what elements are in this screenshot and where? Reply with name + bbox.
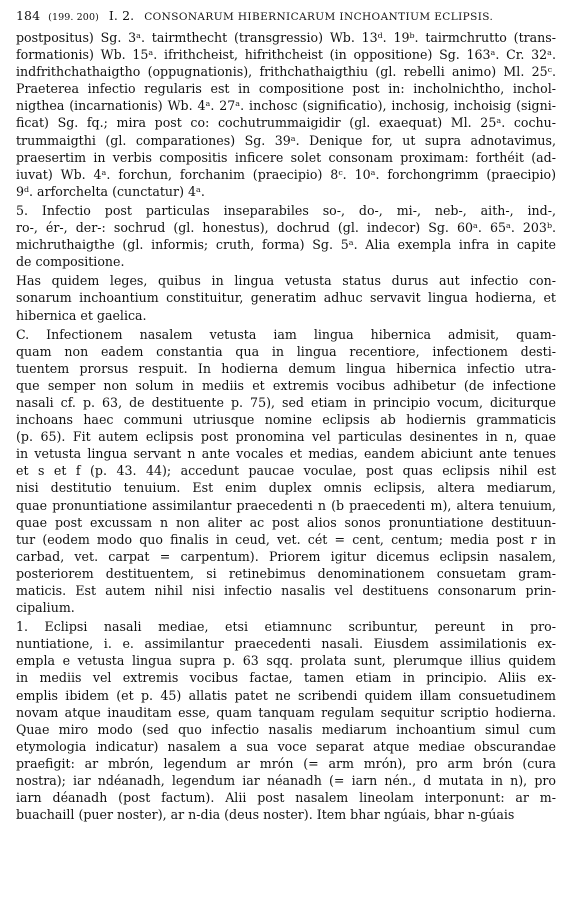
text-line: tur (eodem modo quo finalis in ceud, vet. cét = cent, centum; media post r in (16, 531, 556, 547)
text-line: maticis. Est autem nihil nisi infectio nasalis vel destituens consonarum prin- (16, 583, 556, 598)
text-line: in vetusta lingua servant n ante vocales et medias, eandem abiciunt ante tenues (16, 446, 556, 462)
paragraph (16, 326, 556, 617)
text-line: C. Infectionem nasalem vetusta iam lingua hibernica admisit, quam- (16, 326, 556, 342)
text-line: praesertim in verbis compositis inficere solet consonam proximam: forthéit (ad- (16, 149, 556, 165)
text-line: 5. Infectio post particulas inseparabiles so-, do-, mi-, neb-, aith-, ind-, (16, 202, 556, 218)
running-title: CONSONARUM HIBERNICARUM INCHOANTIUM ECLIPSIS. (144, 11, 494, 23)
text-line: nostra); iar ndéanadh, legendum iar néanadh (= iarn nén., d mutata in n), pro (16, 773, 556, 789)
text-line: empla e vetusta lingua supra p. 63 sqq. prolata sunt, plerumque illius quidem (16, 653, 556, 669)
document-page (16, 8, 556, 823)
text-line: iuvat) Wb. 4ᵃ. forchun, forchanim (praecipio) 8ᶜ. 10ᵃ. forchongrimm (praecipio) (16, 166, 556, 182)
text-line: 1. Eclipsi nasali mediae, etsi etiamnunc scribuntur, pereunt in pro- (16, 619, 556, 635)
text-line: emplis ibidem (et p. 45) allatis patet ne scribendi quidem illam consuetudinem (16, 687, 556, 703)
text-line: nuntiatione, i. e. assimilantur praecedenti nasali. Eiusdem assimilationis ex- (16, 636, 556, 652)
text-line: posteriorem destituentem, si retinebimus denominationem consuetam gram- (16, 565, 556, 581)
running-header (16, 8, 556, 23)
text-line: carbad, vet. carpat = carpentum). Priorem igitur dicemus eclipsin nasalem, (16, 548, 556, 564)
text-line: et s et f (p. 43. 44); accedunt paucae voculae, post quas eclipsis nihil est (16, 463, 556, 479)
paragraph (16, 202, 556, 270)
text-line: (p. 65). Fit autem eclipsis post pronomina vel particulas desinentes in n, quae (16, 429, 556, 445)
text-line: Praeterea infectio regularis est in compositione post in: incholnichtho, inchol- (16, 81, 556, 97)
text-line: 9ᵈ. arforchelta (cunctatur) 4ᵃ. (16, 183, 205, 199)
text-line: trummaigthi (gl. comparationes) Sg. 39ᵃ. Denique for, ut supra adnotavimus, (16, 132, 556, 148)
text-line: de compositione. (16, 254, 125, 270)
text-line: formationis) Wb. 15ᵃ. ifrithcheist, hifrithcheist (in oppositione) Sg. 163ᵃ. Cr. 32ᵃ. (16, 47, 556, 63)
paragraph (16, 272, 556, 323)
text-line: Quae miro modo (sed quo infectio nasalis mediarum inchoantium simul cum (16, 721, 556, 737)
text-line: ficat) Sg. fq.; mira post co: cochutrummaigidir (gl. exaequat) Ml. 25ᵃ. cochu- (16, 115, 556, 131)
text-line: iarn déanadh (post factum). Alii post nasalem lineolam interponunt: ar m- (16, 790, 556, 806)
body-text (16, 29, 556, 823)
text-line: quam non eadem constantia qua in lingua recentiore, infectionem desti- (16, 343, 556, 359)
text-line: nisi destitutio tenuium. Est enim duplex omnis eclipsis, altera mediarum, (16, 480, 556, 496)
text-line: tuentem prorsus respuit. In hodierna demum lingua hibernica infectio utra- (16, 360, 556, 376)
text-line: buachaill (puer noster), ar n-dia (deus noster). Item bhar ngúais, bhar n-gúais (16, 807, 515, 823)
text-line: novam atque inauditam esse, quam tanquam regulam sequitur scriptio hodierna. (16, 704, 556, 720)
text-line: nasali cf. p. 63, de destituente p. 75), sed etiam in principio vocum, diciturque (16, 394, 556, 410)
text-line: postpositus) Sg. 3ᵃ. tairmthecht (transgressio) Wb. 13ᵈ. 19ᵇ. tairmchrutto (trans- (16, 30, 556, 45)
text-line: cipalium. (16, 600, 75, 616)
text-line: etymologia indicatur) nasalem a sua voce separat atque mediae obscurandae (16, 738, 556, 754)
text-line: hibernica et gaelica. (16, 307, 147, 323)
paragraph (16, 29, 556, 200)
text-line: quae post excussam n non aliter ac post alios sonos pronuntiatione destituun- (16, 514, 556, 530)
paragraph (16, 618, 556, 823)
text-line: in mediis vel extremis vocibus factae, tamen etiam in principio. Aliis ex- (16, 670, 556, 686)
text-line: quae pronuntiatione assimilantur praecedenti n (b praecedenti m), altera tenuium, (16, 497, 556, 513)
text-line: michruthaigthe (gl. informis; cruth, forma) Sg. 5ᵃ. Alia exempla infra in capite (16, 237, 556, 253)
section-label: I. 2. (108, 8, 135, 23)
text-line: sonarum inchoantium constituitur, generatim adhuc servavit lingua hodierna, et (16, 290, 556, 306)
text-line: inchoans haec communi utriusque nomine eclipsis ab hodiernis grammaticis (16, 412, 556, 428)
text-line: praefigit: ar mbrón, legendum ar mrón (= arm mrón), pro arm brón (cura (16, 755, 556, 771)
text-line: Has quidem leges, quibus in lingua vetusta status durus aut infectio con- (16, 273, 556, 289)
page-reference: (199. 200) (48, 12, 99, 23)
text-line: nigthea (incarnationis) Wb. 4ᵃ. 27ᵃ. inchosc (significatio), inchosig, inchoisig (signi- (16, 98, 556, 114)
text-line: indfrithchathaigtho (oppugnationis), frithchathaigthiu (gl. rebelli animo) Ml. 25ᶜ. (16, 64, 556, 80)
page-number: 184 (16, 8, 41, 23)
text-line: que semper non solum in mediis et extremis vocibus adhibetur (de infectione (16, 377, 556, 393)
text-line: ro-, ér-, der-: sochrud (gl. honestus), dochrud (gl. indecor) Sg. 60ᵃ. 65ᵃ. 203ᵇ. (16, 220, 556, 236)
